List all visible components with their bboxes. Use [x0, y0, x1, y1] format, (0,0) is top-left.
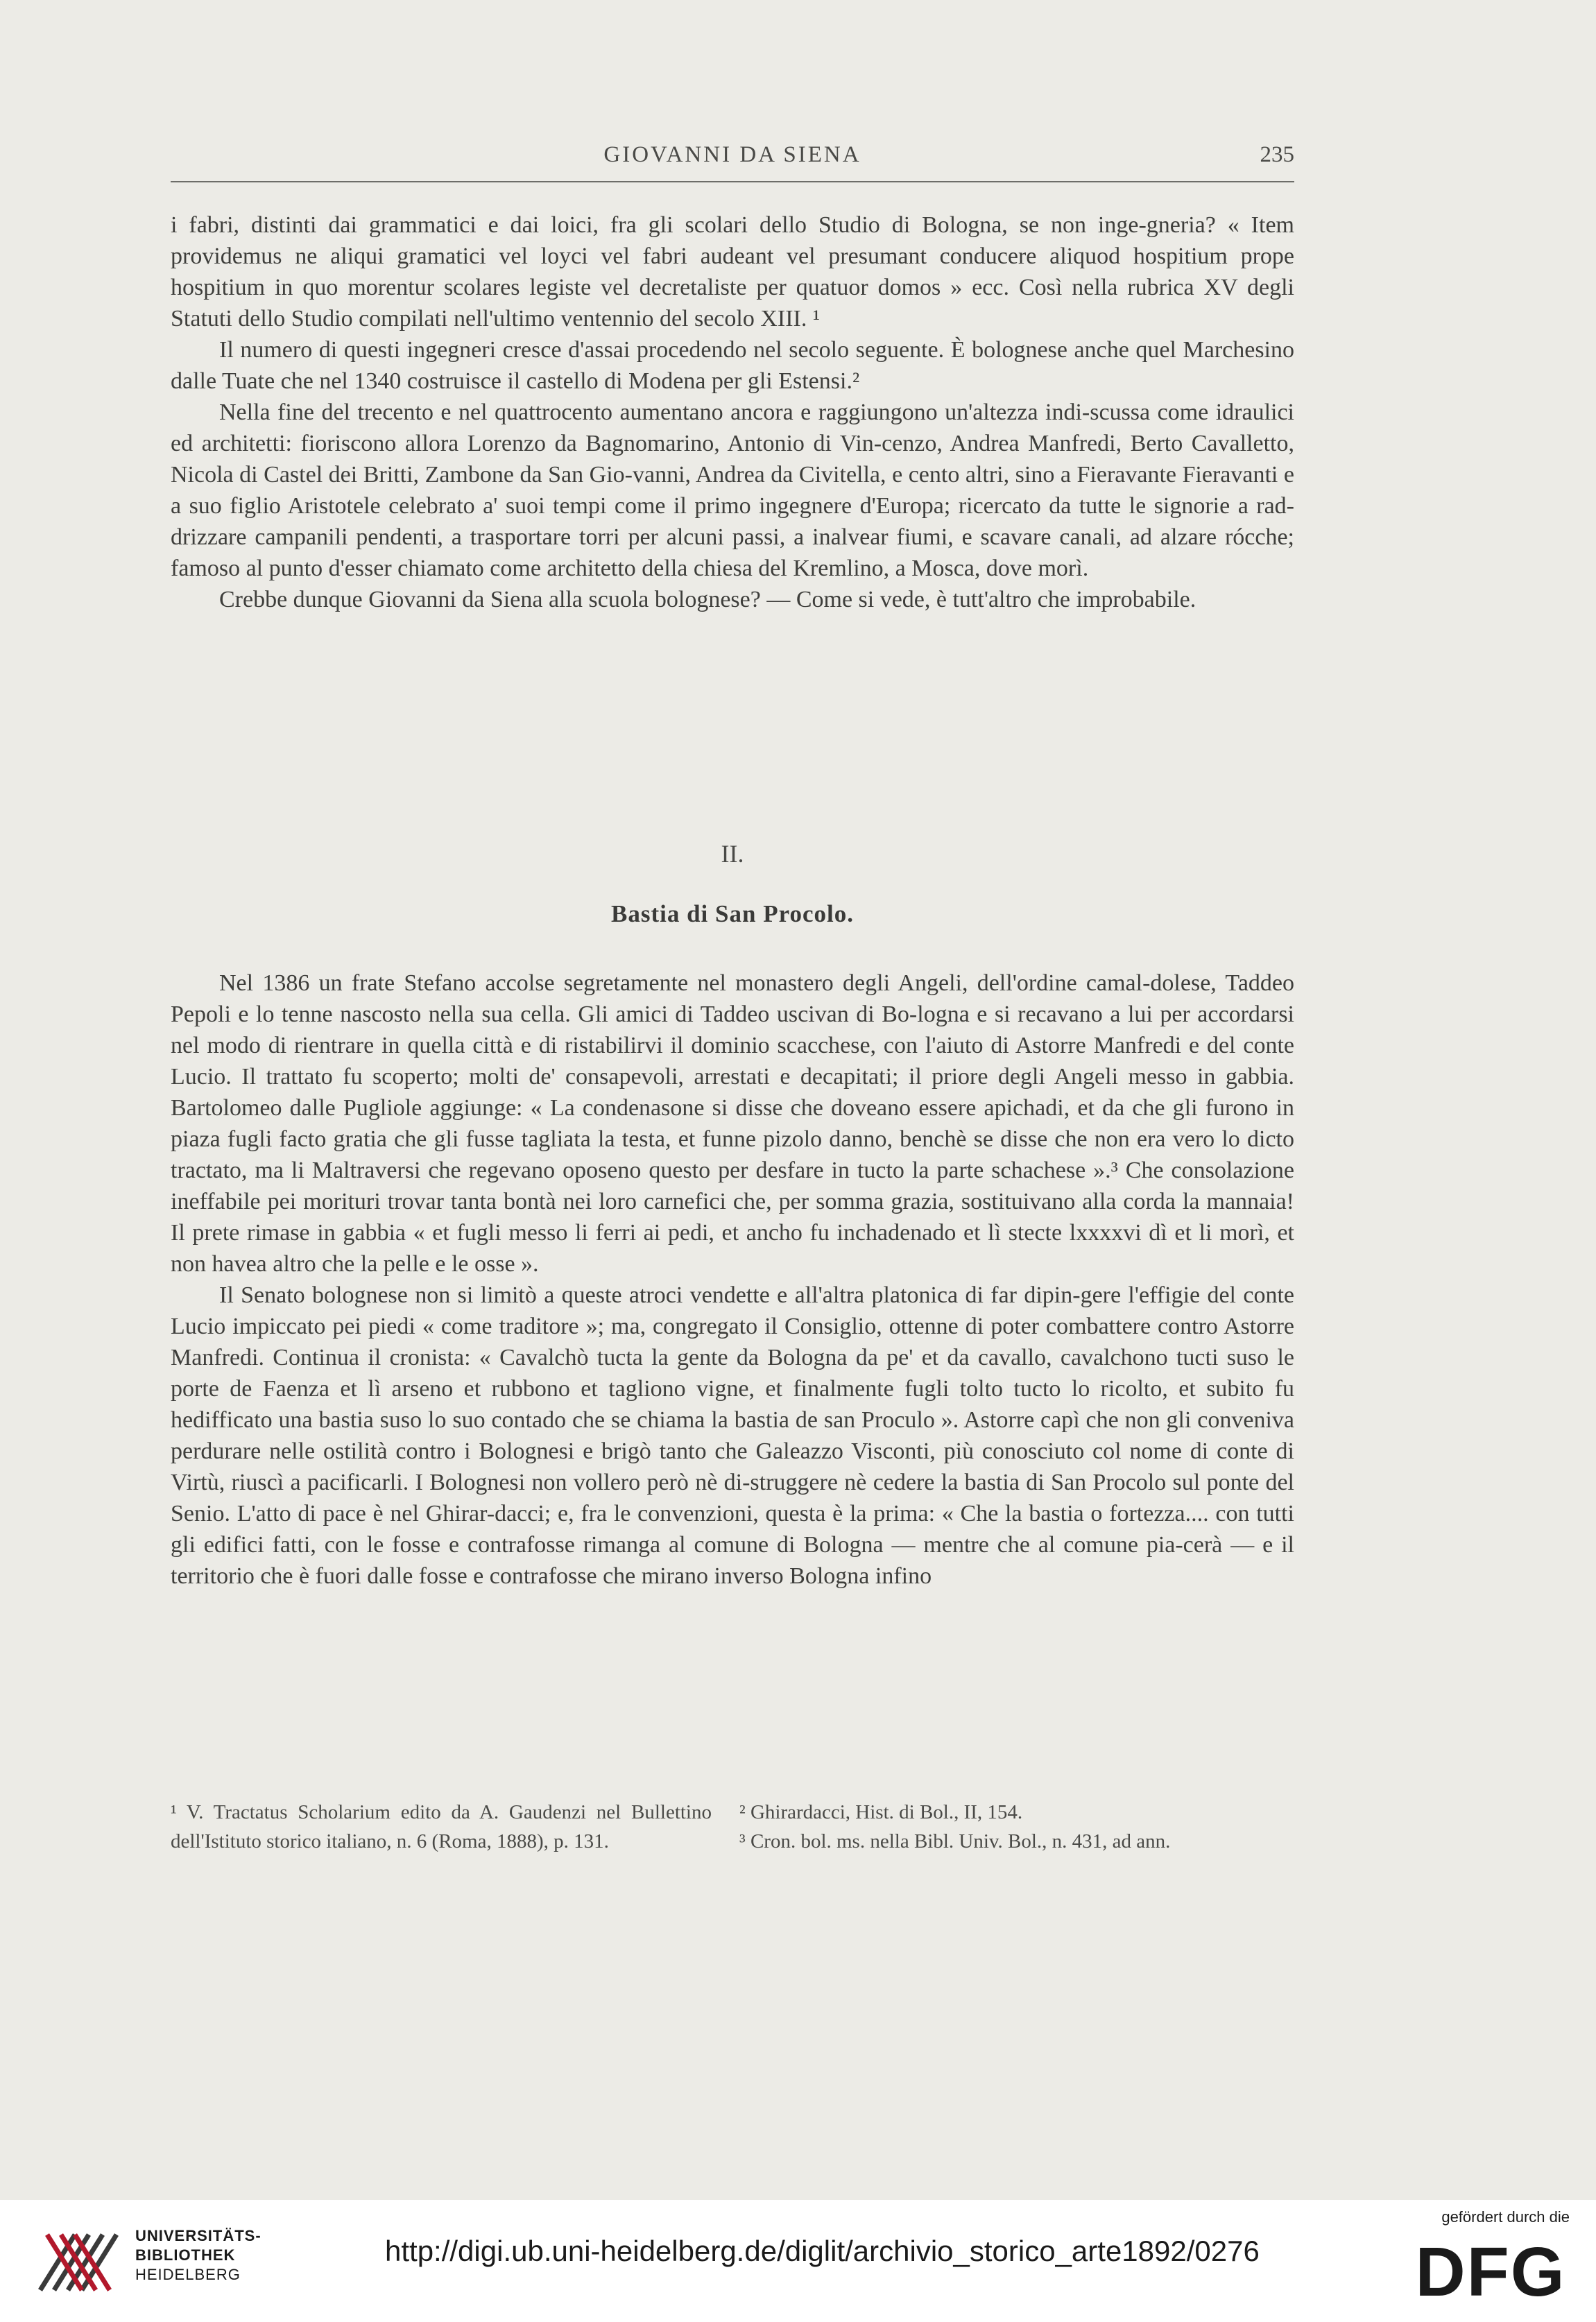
dfg-logo-text: DFG [1415, 2236, 1566, 2305]
dfg-logo-icon [1410, 2236, 1571, 2305]
digitization-footer [0, 2200, 1596, 2322]
section-numeral: II. [721, 840, 744, 868]
section-title: Bastia di San Procolo. [610, 900, 854, 927]
page-header [171, 142, 1294, 184]
footnotes-right-column [739, 1798, 1294, 1856]
paragraph: Nel 1386 un frate Stefano accolse segretamente nel monastero degli Angeli, dell'ordine camal-dolese, Taddeo Pepoli e lo tenne nascosto nella sua cella. Gli amici di Taddeo uscivan di Bo-logna e si recavano a lui per accordarsi nel modo di rientrare in quella città e di ristabilirvi il dominio scacchese, con l'aiuto di Astorre Manfredi e del conte Lucio. Il trattato fu scoperto; molti de' consapevoli, arrestati e decapitati; il priore degli Angeli messo in gabbia. Bartolomeo dalle Pugliole aggiunge: « La condenasone si disse che doveano essere apichadi, et da che gli furono in piaza fugli facto gratia che gli fusse tagliata la testa, et funne pizolo danno, benchè se disse che non era vero lo dicto tractato, ma li Maltraversi che regevano oposeno questo per desfare in tucto la parte schachese ».³ Che consolazione ineffabile pei morituri trovar tanta bontà nei loro carnefici che, per somma grazia, sostituivano alla corda la mannaia! Il prete rimase in gabbia « et fugli messo li ferri ai pedi, et ancho fu inchadenado et lì stecte lxxxxvi dì et li morì, et non havea altro che la pelle e le osse ». [171, 970, 1294, 1277]
paragraph: Il numero di questi ingegneri cresce d'assai procedendo nel secolo seguente. È bolognese anche quel Marchesino dalle Tuate che nel 1340 costruisce il castello di Modena per gli Estensi.² [171, 337, 1294, 394]
university-library-logo-icon [26, 2221, 130, 2304]
footnote-2: ² Ghirardacci, Hist. di Bol., II, 154. [739, 1801, 1023, 1823]
permalink-url[interactable]: http://digi.ub.uni-heidelberg.de/diglit/archivio_storico_arte1892/0276 [385, 2235, 1260, 2267]
paragraph: Il Senato bolognese non si limitò a queste atroci vendette e all'altra platonica di far dipin-gere l'effigie del conte Lucio impiccato pei piedi « come traditore »; ma, congregato il Consiglio, ottenne di poter combattere contro Astorre Manfredi. Continua il cronista: « Cavalchò tucta la gente da Bologna da pe' et da cavallo, cavalchono tucti suso le porte de Faenza et lì arseno et rubbono et tagliono vigne, et finalmente fugli tolto tucto lo ricolto, et subito fu hedifficato una bastia suso lo suo contado che se chiama la bastia de san Proculo ». Astorre capì che non gli conveniva perdurare nelle ostilità contro i Bolognesi e brigò tanto che Galeazzo Visconti, più conosciuto col nome di conte di Virtù, riuscì a pacificarli. I Bolognesi non vollero però nè di-struggere nè cedere la bastia di San Procolo sul ponte del Senio. L'atto di pace è nel Ghirar-dacci; e, fra le convenzioni, questa è la prima: « Che la bastia o fortezza.... con tutti gli edifici fatti, con le fosse e contrafosse rimanga al comune di Bologna — mentre che al comune pia-cerà — e il territorio che è fuori dalle fosse e contrafosse che mirano inverso Bologna infino [171, 1282, 1294, 1589]
institution-line: HEIDELBERG [135, 2266, 241, 2283]
paragraph: i fabri, distinti dai grammatici e dai loici, fra gli scolari dello Studio di Bologna, se non inge-gneria? « Item providemus ne aliqui gramatici vel loyci vel fabri audeant vel presumant conducere aliquod hospitium prope hospitium in quo morentur scolares legiste vel decretaliste per quatuor domos » ecc. Così nella rubrica XV degli Statuti dello Studio compilati nell'ultimo ventennio del secolo XIII. ¹ [171, 212, 1294, 332]
body-text-section-2 [171, 968, 1294, 1592]
university-library-name [135, 2226, 261, 2285]
sponsor-label: gefördert durch die [1441, 2208, 1570, 2226]
page-number: 235 [1260, 142, 1294, 167]
header-rule [171, 181, 1294, 182]
paragraph: Crebbe dunque Giovanni da Siena alla scuola bolognese? — Come si vede, è tutt'altro che improbabile. [219, 587, 1196, 612]
footnotes-left-column [171, 1798, 712, 1856]
running-title: GIOVANNI DA SIENA [603, 142, 861, 167]
institution-line: BIBLIOTHEK [135, 2246, 236, 2264]
institution-line: UNIVERSITÄTS- [135, 2227, 261, 2244]
footnote-1: ¹ V. Tractatus Scholarium edito da A. Gaudenzi nel Bullettino dell'Istituto storico italiano, n. 6 (Roma, 1888), p. 131. [171, 1801, 712, 1852]
footnote-3: ³ Cron. bol. ms. nella Bibl. Univ. Bol., n. 431, ad ann. [739, 1830, 1171, 1852]
paragraph: Nella fine del trecento e nel quattrocento aumentano ancora e raggiungono un'altezza indi-scussa come idraulici ed architetti: fioriscono allora Lorenzo da Bagnomarino, Antonio di Vin-cenzo, Andrea Manfredi, Berto Cavalletto, Nicola di Castel dei Britti, Zambone da San Gio-vanni, Andrea da Civitella, e cento altri, sino a Fieravante Fieravanti e a suo figlio Aristotele celebrato a' suoi tempi come il primo ingegnere d'Europa; ricercato da tutte le signorie a rad-drizzare campanili pendenti, a trasportare torri per alcuni passi, a inalvear fiumi, e scavare canali, ad alzare rócche; famoso al punto d'esser chiamato come architetto della chiesa del Kremlino, a Mosca, dove morì. [171, 399, 1294, 581]
body-text-section-1 [171, 209, 1294, 615]
footnotes [171, 1798, 1294, 1902]
